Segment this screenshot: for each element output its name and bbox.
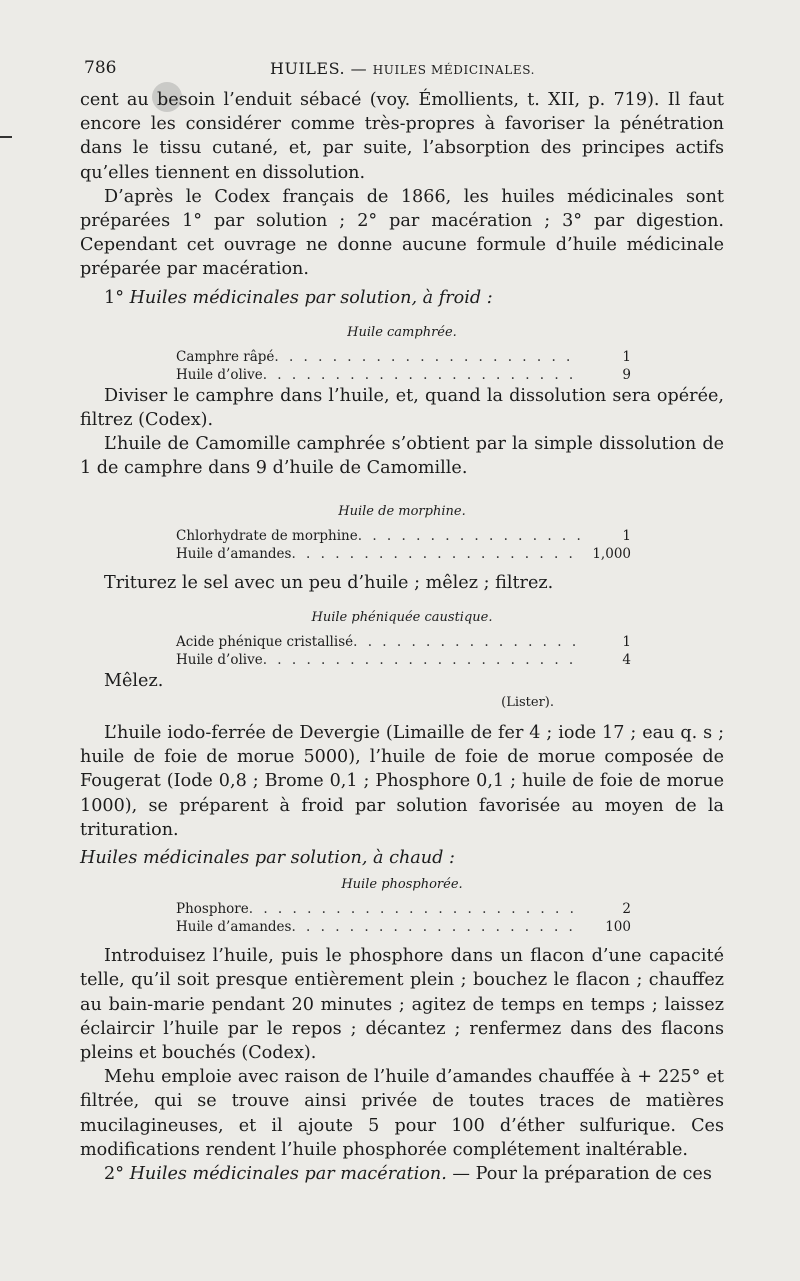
ingredient-row	[176, 633, 631, 651]
paragraph-5: Triturez le sel avec un peu d’huile ; mêlez ; filtrez.	[104, 572, 554, 593]
paragraph-1: cent au besoin l’enduit sébacé (voy. Émollients, t. XII, p. 719). Il faut encore les considérer comme très-propres à favoriser la pénétration dans le tissu cutané, et, par suite, l’absorption des principes actifs qu’elles tiennent en dissolution.	[80, 90, 724, 183]
paragraph-6: Mêlez.	[104, 670, 164, 691]
ingredient-row	[176, 366, 631, 384]
leader-dots	[249, 900, 581, 918]
ingredient-qty: 1	[622, 527, 631, 544]
paragraph-3: Diviser le camphre dans l’huile, et, quand la dissolution sera opérée, filtrez (Codex).	[80, 385, 724, 431]
running-header	[84, 58, 724, 82]
page-body	[80, 88, 724, 1186]
header-title: HUILES.	[270, 59, 346, 78]
section-heading-cold	[104, 286, 724, 310]
leader-dots	[291, 545, 581, 563]
recipe-title-phosphorus: Huile phosphorée.	[341, 877, 463, 893]
recipe-title-camphor: Huile camphrée.	[347, 324, 457, 340]
section-continuation: — Pour la préparation de ces	[446, 1164, 712, 1185]
ingredient-row	[176, 527, 631, 545]
ingredient-name: Chlorhydrate de morphine	[176, 527, 358, 544]
ingredient-name: Acide phénique cristallisé	[176, 633, 354, 650]
recipe-source: (Lister).	[501, 695, 554, 711]
paragraph-7: L’huile iodo-ferrée de Devergie (Limaille de fer 4 ; iode 17 ; eau q. s ; huile de foie de morue 5000), l’huile de foie de morue composée de Fougerat (Iode 0,8 ; Brome 0,1 ; Phosphore 0,1 ; huile de foie de morue 1000), se préparent à froid par solution favorisée au moyen de la trituration.	[80, 723, 724, 840]
ingredient-row	[176, 348, 631, 366]
section-title: Huiles médicinales par solution, à froid :	[129, 287, 493, 308]
ingredient-row	[176, 900, 631, 918]
ingredient-qty: 1	[622, 633, 631, 650]
section-number: 2°	[104, 1164, 124, 1185]
recipe-title-morphine: Huile de morphine.	[338, 503, 466, 519]
leader-dots	[358, 527, 581, 545]
paragraph-8: Introduisez l’huile, puis le phosphore dans un flacon d’une capacité telle, qu’il soit presque entièrement plein ; bouchez le flacon ; chauffez au bain-marie pendant 20 minutes ; agitez de temps en temps ; laissez éclaircir l’huile par le repos ; décantez ; renfermez dans des flacons pleins et bouchés (Codex).	[80, 946, 724, 1064]
section-number: 1°	[104, 287, 124, 308]
section-heading-hot: Huiles médicinales par solution, à chaud :	[80, 848, 455, 869]
paragraph-10	[80, 1162, 724, 1186]
leader-dots	[263, 366, 581, 384]
paragraph-9: Mehu emploie avec raison de l’huile d’amandes chauffée à + 225° et filtrée, qui se trouve ainsi privée de toutes traces de matières mucilagineuses, et il ajoute 5 pour 100 d’éther sulfurique. Ces modifications rendent l’huile phosphorée complétement inaltérable.	[80, 1067, 724, 1160]
ingredient-name: Camphre râpé	[176, 348, 275, 365]
ingredient-name: Huile d’amandes	[176, 545, 292, 562]
header-subtitle: HUILES MÉDICINALES.	[372, 63, 536, 77]
ingredient-name: Huile d’olive	[176, 366, 263, 383]
leader-dots	[291, 918, 581, 936]
recipe-title-phenic: Huile phéniquée caustique.	[311, 609, 493, 625]
ingredient-qty: 100	[605, 919, 631, 936]
ingredient-row	[176, 545, 631, 563]
leader-dots	[274, 348, 581, 366]
header-dash: —	[350, 59, 368, 78]
ingredient-name: Huile d’amandes	[176, 919, 292, 936]
ingredient-qty: 2	[622, 901, 631, 918]
ingredient-name: Huile d’olive	[176, 651, 263, 668]
section-title: Huiles médicinales par macération.	[129, 1164, 447, 1185]
ingredient-name: Phosphore	[176, 901, 249, 918]
leader-dots	[353, 633, 581, 651]
ingredient-qty: 9	[622, 366, 631, 383]
leader-dots	[263, 651, 581, 669]
ingredient-row	[176, 651, 631, 669]
ingredient-qty: 1,000	[592, 545, 631, 562]
running-title	[270, 59, 535, 78]
page-number: 786	[84, 58, 117, 78]
paragraph-2: D’après le Codex français de 1866, les huiles médicinales sont préparées 1° par solution ; 2° par macération ; 3° par digestion. Cependant cet ouvrage ne donne aucune formule d’huile médicinale préparée par macération.	[80, 186, 724, 280]
ingredient-qty: 4	[622, 651, 631, 668]
ingredient-row	[176, 918, 631, 936]
paragraph-4: L’huile de Camomille camphrée s’obtient par la simple dissolution de 1 de camphre dans 9 d’huile de Camomille.	[80, 434, 724, 479]
ingredient-qty: 1	[622, 348, 631, 365]
margin-mark	[0, 136, 12, 138]
